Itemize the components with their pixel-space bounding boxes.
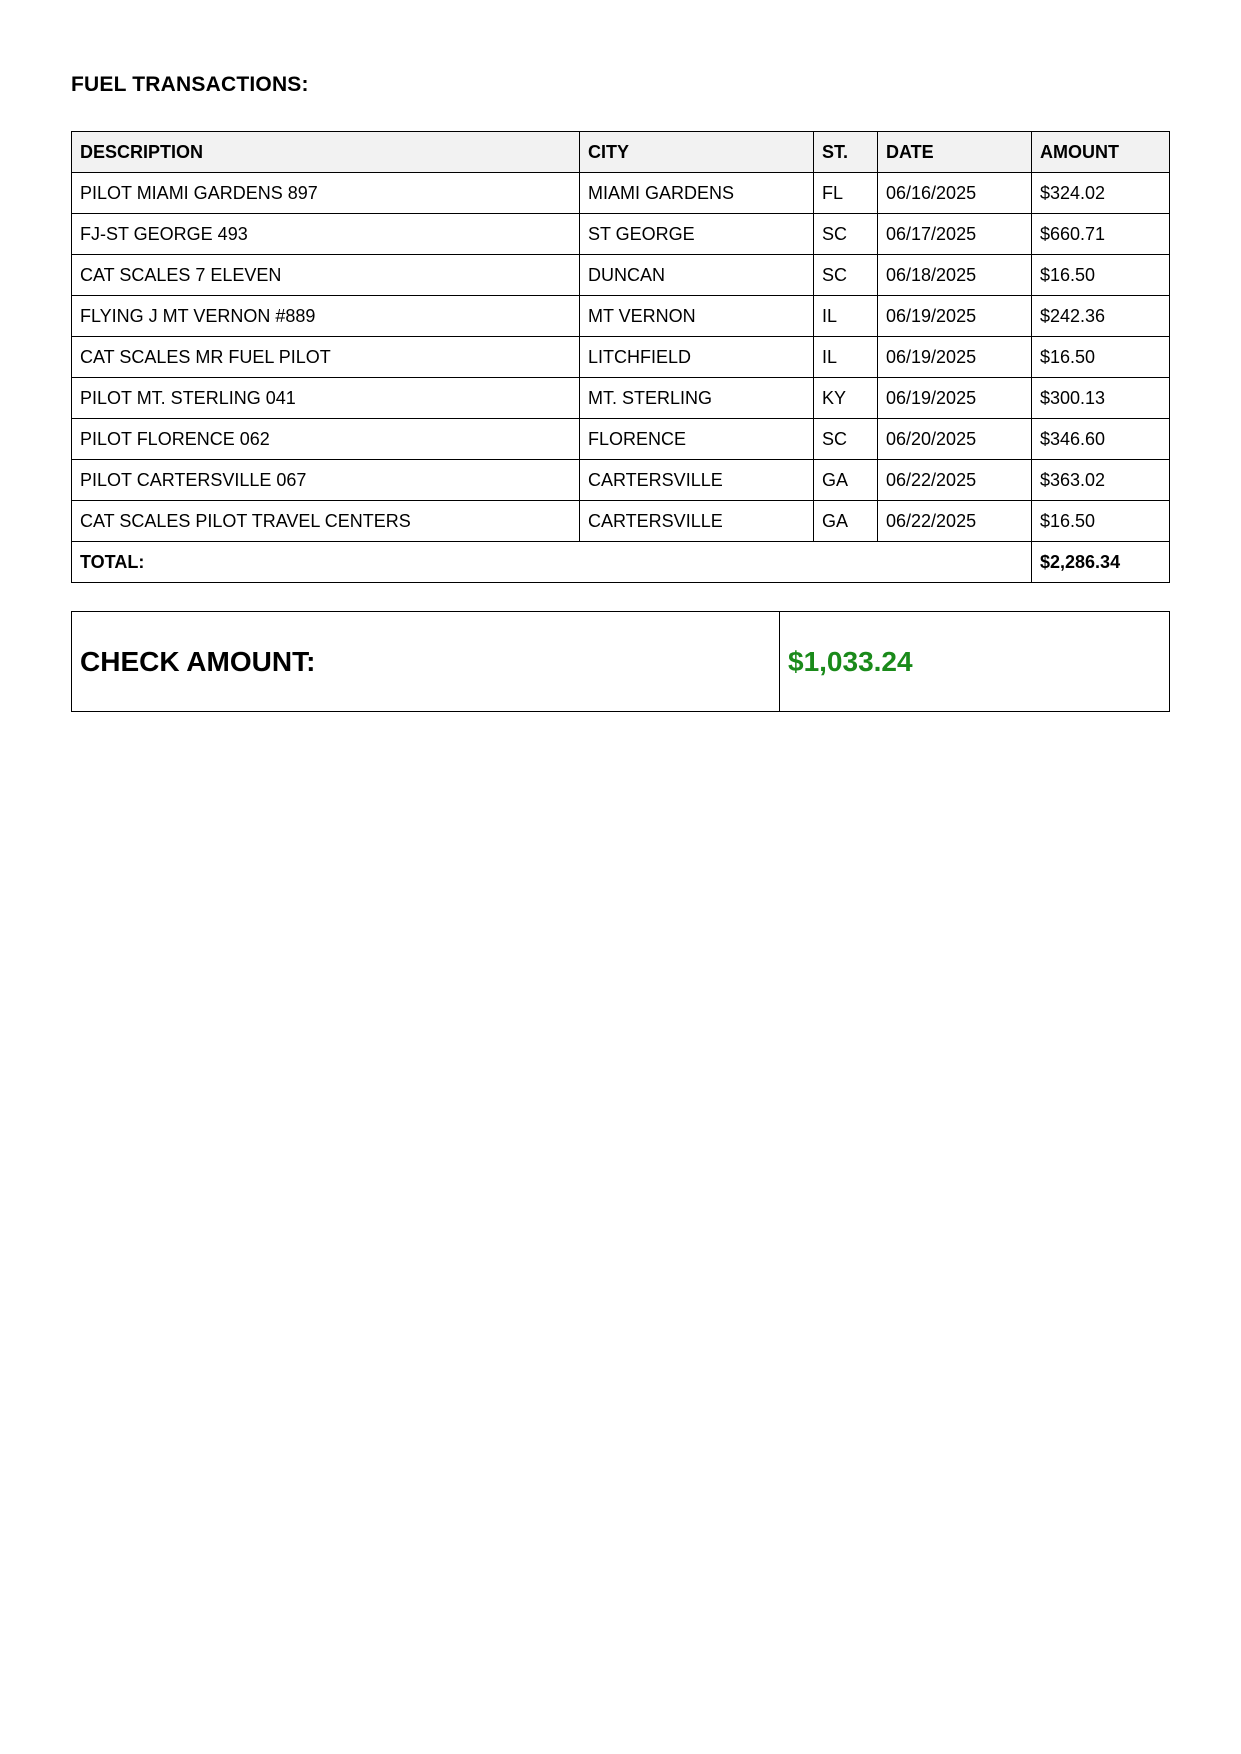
cell-amount: $242.36	[1032, 296, 1170, 337]
cell-description: CAT SCALES MR FUEL PILOT	[72, 337, 580, 378]
cell-city: CARTERSVILLE	[580, 460, 814, 501]
table-row	[72, 255, 1170, 296]
table-row	[72, 337, 1170, 378]
cell-date: 06/18/2025	[878, 255, 1032, 296]
cell-state: KY	[814, 378, 878, 419]
header-city: CITY	[580, 132, 814, 173]
cell-description: PILOT CARTERSVILLE 067	[72, 460, 580, 501]
table-header-row	[72, 132, 1170, 173]
section-title: FUEL TRANSACTIONS:	[71, 73, 309, 96]
cell-city: ST GEORGE	[580, 214, 814, 255]
check-amount-box	[71, 611, 1170, 712]
cell-amount: $300.13	[1032, 378, 1170, 419]
cell-description: CAT SCALES 7 ELEVEN	[72, 255, 580, 296]
table-row	[72, 378, 1170, 419]
cell-amount: $16.50	[1032, 255, 1170, 296]
cell-city: MT. STERLING	[580, 378, 814, 419]
cell-state: SC	[814, 419, 878, 460]
cell-date: 06/19/2025	[878, 296, 1032, 337]
cell-amount: $324.02	[1032, 173, 1170, 214]
total-label: TOTAL:	[72, 542, 1032, 583]
cell-description: PILOT MT. STERLING 041	[72, 378, 580, 419]
fuel-transactions-table	[71, 131, 1170, 583]
cell-state: GA	[814, 501, 878, 542]
cell-amount: $346.60	[1032, 419, 1170, 460]
header-state: ST.	[814, 132, 878, 173]
cell-description: PILOT MIAMI GARDENS 897	[72, 173, 580, 214]
cell-date: 06/22/2025	[878, 501, 1032, 542]
header-description: DESCRIPTION	[72, 132, 580, 173]
cell-state: FL	[814, 173, 878, 214]
table-row	[72, 419, 1170, 460]
check-amount-value: $1,033.24	[780, 612, 1170, 712]
cell-city: MT VERNON	[580, 296, 814, 337]
total-value: $2,286.34	[1032, 542, 1170, 583]
cell-date: 06/22/2025	[878, 460, 1032, 501]
cell-date: 06/17/2025	[878, 214, 1032, 255]
table-row	[72, 214, 1170, 255]
cell-description: PILOT FLORENCE 062	[72, 419, 580, 460]
table-row	[72, 501, 1170, 542]
table-row	[72, 460, 1170, 501]
table-row	[72, 173, 1170, 214]
cell-state: IL	[814, 337, 878, 378]
cell-state: SC	[814, 214, 878, 255]
cell-city: DUNCAN	[580, 255, 814, 296]
cell-state: GA	[814, 460, 878, 501]
cell-amount: $660.71	[1032, 214, 1170, 255]
cell-city: CARTERSVILLE	[580, 501, 814, 542]
cell-city: LITCHFIELD	[580, 337, 814, 378]
cell-date: 06/16/2025	[878, 173, 1032, 214]
cell-date: 06/20/2025	[878, 419, 1032, 460]
cell-amount: $363.02	[1032, 460, 1170, 501]
table-total-row	[72, 542, 1170, 583]
cell-description: CAT SCALES PILOT TRAVEL CENTERS	[72, 501, 580, 542]
cell-description: FLYING J MT VERNON #889	[72, 296, 580, 337]
cell-city: FLORENCE	[580, 419, 814, 460]
table-row	[72, 296, 1170, 337]
check-amount-label: CHECK AMOUNT:	[72, 612, 780, 712]
check-amount-row	[72, 612, 1170, 712]
cell-amount: $16.50	[1032, 337, 1170, 378]
cell-date: 06/19/2025	[878, 337, 1032, 378]
cell-date: 06/19/2025	[878, 378, 1032, 419]
cell-amount: $16.50	[1032, 501, 1170, 542]
cell-state: SC	[814, 255, 878, 296]
cell-city: MIAMI GARDENS	[580, 173, 814, 214]
header-amount: AMOUNT	[1032, 132, 1170, 173]
cell-description: FJ-ST GEORGE 493	[72, 214, 580, 255]
header-date: DATE	[878, 132, 1032, 173]
cell-state: IL	[814, 296, 878, 337]
